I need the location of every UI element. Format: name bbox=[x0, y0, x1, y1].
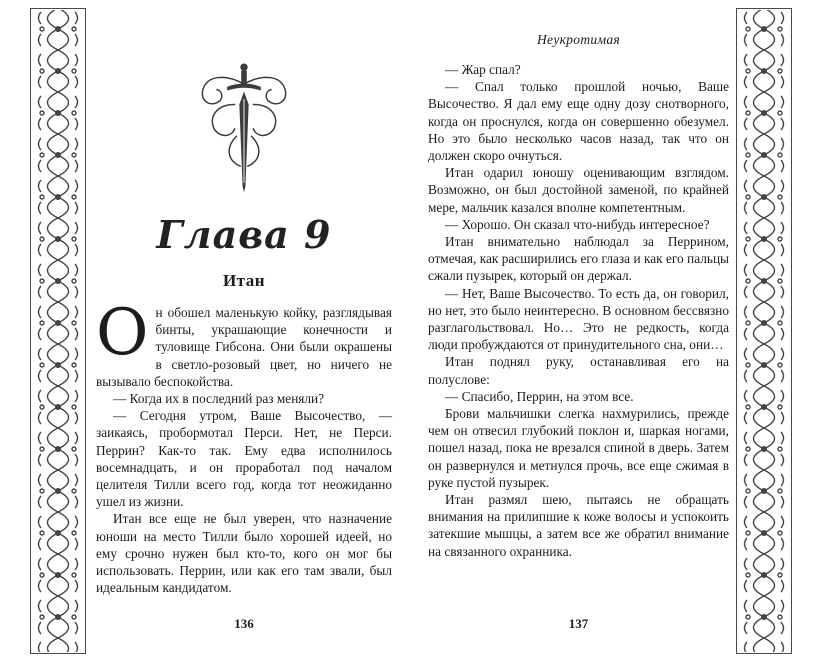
paragraph: Брови мальчишки слегка нахмурились, прежде чем он отвесил глубокий поклон и, шаркая ногами, пошел назад, пока не врезался спиной в дверь. Затем он развернулся и метнулся прочь, все еще сжимая в руке пустой пузырек. bbox=[428, 406, 729, 490]
paragraph: Итан поднял руку, останавливая его на полуслове: bbox=[428, 354, 729, 387]
paragraph: Итан внимательно наблюдал за Перрином, отмечая, как расширились его глаза и как его пальцы сжали пузырек, который он держал. bbox=[428, 234, 729, 284]
ornament-pattern-icon bbox=[30, 8, 86, 654]
left-ornament-border bbox=[30, 8, 86, 654]
left-page bbox=[96, 0, 392, 662]
opening-paragraph bbox=[96, 296, 392, 390]
paragraph: Итан одарил юношу оценивающим взглядом. Возможно, он был достойной заменой, по крайней мере, мальчик казался вполне компетентным. bbox=[428, 165, 729, 215]
paragraph: Итан все еще не был уверен, что назначение юноши на место Тилли было хорошей идеей, но ему срочно нужен был кто-то, кого он мог бы использовать. Перрин, или как его там звали, был идеальным кандидатом. bbox=[96, 511, 392, 596]
page-number-right: 137 bbox=[568, 616, 589, 631]
paragraph: Итан размял шею, пытаясь не обращать внимания на прилипшие к коже волосы и успокоить затекшие мышцы, а затем все же обратил внимание на связанного охранника. bbox=[428, 492, 729, 559]
page-number-left: 136 bbox=[234, 616, 254, 631]
paragraph: — Хорошо. Он сказал что-нибудь интересное? bbox=[445, 216, 710, 232]
sword-emblem-icon bbox=[188, 56, 300, 196]
paragraph: — Жар спал? bbox=[445, 62, 521, 77]
paragraph: — Спал только прошлой ночью, Ваше Высочество. Я дал ему еще одну дозу снотворного, когда он проснулся, когда он совершенно обезумел. Но это было несколько часов назад, так что он должен скоро очнуться. bbox=[428, 79, 729, 164]
drop-cap: О bbox=[96, 296, 149, 370]
opening-text: н обошел маленькую койку, разглядывая бинты, украшающие конечности и туловище Гибсона. Они были окрашены в светло-розовый цвет, но ничего не вызывало беспокойства. bbox=[96, 305, 392, 389]
running-title: Неукротимая bbox=[537, 32, 620, 47]
left-page-text bbox=[96, 296, 392, 596]
chapter-subtitle: Итан bbox=[222, 271, 266, 290]
paragraph: — Нет, Ваше Высочество. То есть да, он говорил, но нет, это было неинтересно. В основном бессвязно разглагольствовал. Но… Это не редкость, когда люди пробуждаются от принудительного сна, они… bbox=[428, 285, 729, 353]
left-paragraphs bbox=[96, 390, 392, 596]
paragraph: — Спасибо, Перрин, на этом все. bbox=[445, 388, 634, 404]
right-page-text bbox=[428, 61, 729, 560]
paragraph: — Когда их в последний раз меняли? bbox=[113, 391, 325, 407]
paragraph: — Сегодня утром, Ваше Высочество, — заикаясь, пробормотал Перси. Нет, не Перси. Перрин? Как-то так. Ему едва исполнилось восемнадцать, и он проработал под началом целителя Тилли всего год, когда тот неожиданно ушел из жизни. bbox=[96, 408, 392, 510]
ornament-pattern-icon bbox=[736, 8, 792, 654]
right-ornament-border bbox=[736, 8, 792, 654]
chapter-emblem bbox=[188, 56, 300, 198]
right-page bbox=[428, 0, 729, 662]
chapter-title: Глава 9 bbox=[156, 212, 332, 257]
